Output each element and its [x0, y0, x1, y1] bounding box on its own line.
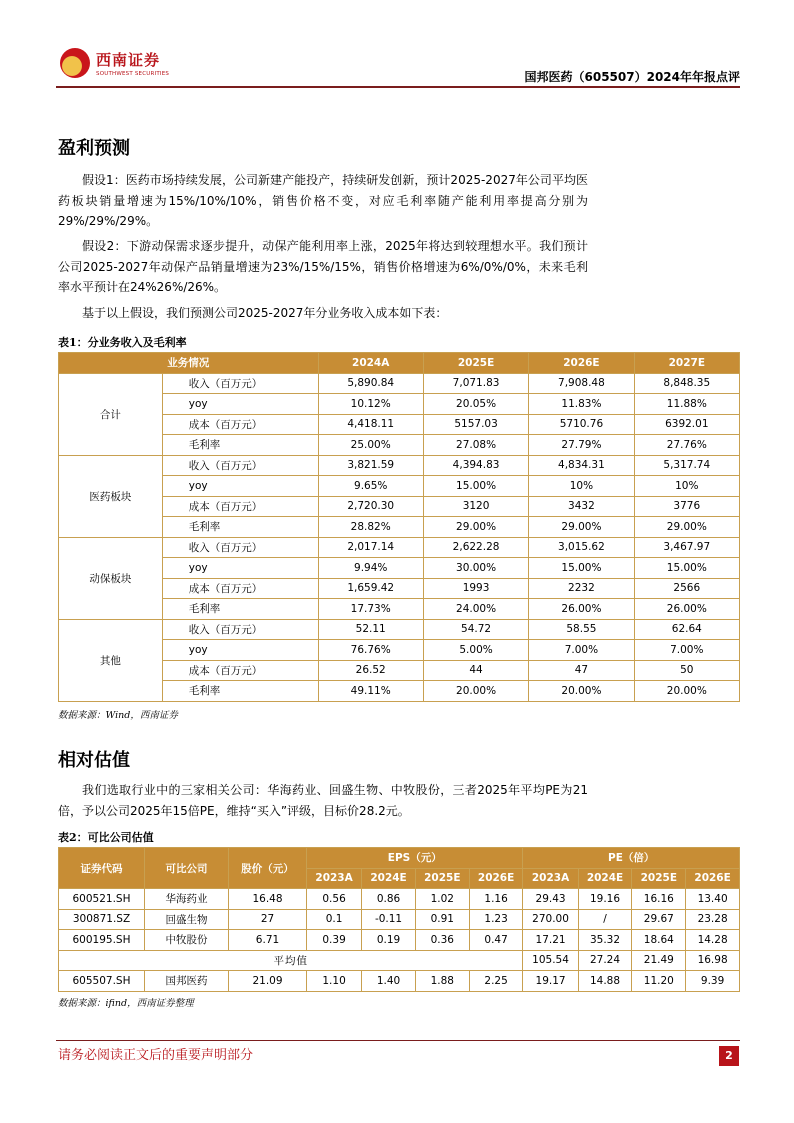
table-cell: 5710.76	[529, 414, 634, 435]
table2-source: 数据来源：ifind，西南证券整理	[58, 998, 194, 1009]
row-item-label: 成本（百万元）	[162, 414, 318, 435]
table-cell: 5,317.74	[634, 455, 739, 476]
table-cell: 44	[423, 660, 528, 681]
table-cell: 4,418.11	[318, 414, 423, 435]
table-cell: 49.11%	[318, 681, 423, 702]
table-cell: 2566	[634, 578, 739, 599]
table-cell: 3776	[634, 496, 739, 517]
header-eps: EPS（元）	[307, 848, 523, 869]
cell-price: 27	[229, 909, 307, 930]
row-item-label: 收入（百万元）	[162, 373, 318, 394]
cell-price: 21.09	[229, 971, 307, 992]
table-cell: 25.00%	[318, 435, 423, 456]
table-cell: 11.83%	[529, 394, 634, 415]
cell-eps: 0.1	[307, 909, 362, 930]
header-eps-year: 2023A	[307, 868, 362, 889]
table-cell: 7.00%	[634, 640, 739, 661]
table-row	[59, 971, 740, 992]
cell-pe: 29.67	[632, 909, 686, 930]
cell-price: 16.48	[229, 889, 307, 910]
cell-eps: 1.23	[469, 909, 523, 930]
table1-source: 数据来源：Wind，西南证券	[58, 710, 178, 721]
table-row	[59, 455, 740, 476]
table-cell: 6392.01	[634, 414, 739, 435]
cell-company: 华海药业	[145, 889, 229, 910]
table-cell: 54.72	[423, 619, 528, 640]
table-cell: 47	[529, 660, 634, 681]
table-cell: 29.00%	[634, 517, 739, 538]
cell-pe: 270.00	[523, 909, 578, 930]
cell-eps: 1.10	[307, 971, 362, 992]
cell-pe: 9.39	[686, 971, 740, 992]
table-cell: 2,720.30	[318, 496, 423, 517]
cell-eps: 0.47	[469, 930, 523, 951]
cell-eps: -0.11	[362, 909, 416, 930]
table-cell: 4,834.31	[529, 455, 634, 476]
header-pe: PE（倍）	[523, 848, 740, 869]
paragraph-text: 假设1：医药市场持续发展，公司新建产能投产，持续研发创新，预计2025-2027年公司平均医药板块销量增速为15%/10%/10%，销售价格不变，对应毛利率随产能利用率提高分别为29%/29%/29%。	[58, 173, 588, 228]
table-cell: 24.00%	[423, 599, 528, 620]
segment-name: 动保板块	[59, 537, 163, 619]
table-cell: 27.08%	[423, 435, 528, 456]
paragraph-text: 基于以上假设，我们预测公司2025-2027年分业务收入成本如下表：	[82, 306, 448, 320]
cell-pe: /	[578, 909, 632, 930]
table-row	[59, 909, 740, 930]
cell-price: 6.71	[229, 930, 307, 951]
header-code: 证券代码	[59, 848, 145, 889]
segment-name: 医药板块	[59, 455, 163, 537]
cell-pe: 18.64	[632, 930, 686, 951]
table-cell: 20.00%	[529, 681, 634, 702]
paragraph-valuation	[58, 780, 588, 821]
paragraph-assumption-1	[58, 170, 588, 232]
comparable-valuation-table	[58, 847, 740, 992]
table-cell: 3432	[529, 496, 634, 517]
row-item-label: 毛利率	[162, 681, 318, 702]
cell-code: 600521.SH	[59, 889, 145, 910]
cell-code: 300871.SZ	[59, 909, 145, 930]
table-row	[59, 930, 740, 951]
header-pe-year: 2025E	[632, 868, 686, 889]
table-row	[59, 619, 740, 640]
header-eps-year: 2026E	[469, 868, 523, 889]
table-cell: 15.00%	[529, 558, 634, 579]
report-title: 国邦医药（605507）2024年年报点评	[524, 70, 740, 84]
row-item-label: 毛利率	[162, 435, 318, 456]
paragraph-assumption-2	[58, 236, 588, 298]
logo-emblem-icon	[60, 48, 90, 78]
cell-pe: 13.40	[686, 889, 740, 910]
table-cell: 20.05%	[423, 394, 528, 415]
table-cell: 30.00%	[423, 558, 528, 579]
table-cell: 29.00%	[529, 517, 634, 538]
table-row	[59, 537, 740, 558]
header-company: 可比公司	[145, 848, 229, 889]
table-header-row	[59, 848, 740, 869]
table-cell: 76.76%	[318, 640, 423, 661]
cell-eps: 1.40	[362, 971, 416, 992]
cell-pe: 29.43	[523, 889, 578, 910]
cell-pe: 23.28	[686, 909, 740, 930]
table-cell: 7.00%	[529, 640, 634, 661]
header-pe-year: 2026E	[686, 868, 740, 889]
cell-company: 国邦医药	[145, 971, 229, 992]
table-cell: 5,890.84	[318, 373, 423, 394]
header-price: 股价（元）	[229, 848, 307, 889]
segment-name: 合计	[59, 373, 163, 455]
table-cell: 29.00%	[423, 517, 528, 538]
header-2025e: 2025E	[423, 353, 528, 374]
table-cell: 20.00%	[634, 681, 739, 702]
cell-pe: 35.32	[578, 930, 632, 951]
row-item-label: yoy	[162, 640, 318, 661]
table2-caption: 表2：可比公司估值	[58, 831, 154, 844]
cell-pe: 14.88	[578, 971, 632, 992]
row-item-label: yoy	[162, 476, 318, 497]
table-cell: 10.12%	[318, 394, 423, 415]
footer-disclaimer: 请务必阅读正文后的重要声明部分	[58, 1048, 254, 1063]
cell-eps: 1.16	[469, 889, 523, 910]
cell-eps: 0.36	[415, 930, 469, 951]
header-eps-year: 2025E	[415, 868, 469, 889]
segment-name: 其他	[59, 619, 163, 701]
cell-code: 605507.SH	[59, 971, 145, 992]
cell-pe: 14.28	[686, 930, 740, 951]
average-row	[59, 950, 740, 971]
cell-eps: 0.91	[415, 909, 469, 930]
header-pe-year: 2023A	[523, 868, 578, 889]
paragraph-text: 假设2：下游动保需求逐步提升，动保产能利用率上涨，2025年将达到较理想水平。我们预计公司2025-2027年动保产品销量增速为23%/15%/15%，销售价格增速为6%/0%/0%，未来毛利率水平预计在24%26%/26%。	[58, 239, 588, 294]
logo-text-cn: 西南证券	[96, 51, 161, 69]
table-cell: 7,071.83	[423, 373, 528, 394]
company-logo	[56, 44, 186, 84]
page-header	[56, 40, 740, 88]
row-item-label: 成本（百万元）	[162, 660, 318, 681]
table-cell: 1993	[423, 578, 528, 599]
table-cell: 9.94%	[318, 558, 423, 579]
table-cell: 5.00%	[423, 640, 528, 661]
cell-eps: 1.02	[415, 889, 469, 910]
table-header-row	[59, 353, 740, 374]
table-cell: 3,467.97	[634, 537, 739, 558]
header-2026e: 2026E	[529, 353, 634, 374]
table-cell: 5157.03	[423, 414, 528, 435]
cell-code: 600195.SH	[59, 930, 145, 951]
cell-eps: 1.88	[415, 971, 469, 992]
table-cell: 2232	[529, 578, 634, 599]
header-pe-year: 2024E	[578, 868, 632, 889]
paragraph-basis	[58, 303, 588, 324]
table-cell: 9.65%	[318, 476, 423, 497]
row-item-label: 收入（百万元）	[162, 537, 318, 558]
table-cell: 7,908.48	[529, 373, 634, 394]
cell-eps: 0.39	[307, 930, 362, 951]
table-cell: 62.64	[634, 619, 739, 640]
row-item-label: 成本（百万元）	[162, 578, 318, 599]
page-number: 2	[719, 1046, 739, 1066]
table1-caption: 表1：分业务收入及毛利率	[58, 336, 187, 349]
table-cell: 8,848.35	[634, 373, 739, 394]
row-item-label: yoy	[162, 558, 318, 579]
header-business: 业务情况	[59, 353, 319, 374]
table-cell: 27.76%	[634, 435, 739, 456]
table-cell: 15.00%	[634, 558, 739, 579]
header-divider	[56, 86, 740, 88]
table-cell: 27.79%	[529, 435, 634, 456]
table-cell: 17.73%	[318, 599, 423, 620]
cell-eps: 0.19	[362, 930, 416, 951]
table-cell: 2,017.14	[318, 537, 423, 558]
table-cell: 3,015.62	[529, 537, 634, 558]
average-label: 平均值	[59, 950, 523, 971]
row-item-label: 毛利率	[162, 599, 318, 620]
table-cell: 10%	[634, 476, 739, 497]
row-item-label: 收入（百万元）	[162, 619, 318, 640]
table-row	[59, 889, 740, 910]
cell-pe: 19.16	[578, 889, 632, 910]
section-title-valuation: 相对估值	[58, 750, 130, 771]
logo-text-en: SOUTHWEST SECURITIES	[96, 71, 170, 77]
table-cell: 58.55	[529, 619, 634, 640]
table-cell: 50	[634, 660, 739, 681]
row-item-label: yoy	[162, 394, 318, 415]
table-cell: 3120	[423, 496, 528, 517]
cell-avg-pe: 16.98	[686, 950, 740, 971]
table-cell: 26.00%	[529, 599, 634, 620]
table-cell: 15.00%	[423, 476, 528, 497]
table-cell: 11.88%	[634, 394, 739, 415]
cell-eps: 0.56	[307, 889, 362, 910]
row-item-label: 毛利率	[162, 517, 318, 538]
table-cell: 4,394.83	[423, 455, 528, 476]
cell-company: 回盛生物	[145, 909, 229, 930]
segment-revenue-table	[58, 352, 740, 702]
table-cell: 26.52	[318, 660, 423, 681]
table-cell: 10%	[529, 476, 634, 497]
table-cell: 26.00%	[634, 599, 739, 620]
table-row	[59, 373, 740, 394]
cell-avg-pe: 105.54	[523, 950, 578, 971]
cell-pe: 19.17	[523, 971, 578, 992]
table-cell: 2,622.28	[423, 537, 528, 558]
table-cell: 52.11	[318, 619, 423, 640]
cell-company: 中牧股份	[145, 930, 229, 951]
cell-eps: 2.25	[469, 971, 523, 992]
cell-pe: 17.21	[523, 930, 578, 951]
footer-divider	[56, 1040, 740, 1041]
cell-pe: 11.20	[632, 971, 686, 992]
header-2024a: 2024A	[318, 353, 423, 374]
table-cell: 1,659.42	[318, 578, 423, 599]
row-item-label: 收入（百万元）	[162, 455, 318, 476]
header-eps-year: 2024E	[362, 868, 416, 889]
table-cell: 20.00%	[423, 681, 528, 702]
table-cell: 28.82%	[318, 517, 423, 538]
table-cell: 3,821.59	[318, 455, 423, 476]
cell-avg-pe: 21.49	[632, 950, 686, 971]
section-title-profit-forecast: 盈利预测	[58, 138, 130, 159]
row-item-label: 成本（百万元）	[162, 496, 318, 517]
cell-pe: 16.16	[632, 889, 686, 910]
cell-avg-pe: 27.24	[578, 950, 632, 971]
paragraph-text: 我们选取行业中的三家相关公司：华海药业、回盛生物、中牧股份，三者2025年平均PE为21倍，予以公司2025年15倍PE，维持“买入”评级，目标价28.2元。	[58, 783, 588, 818]
cell-eps: 0.86	[362, 889, 416, 910]
header-2027e: 2027E	[634, 353, 739, 374]
